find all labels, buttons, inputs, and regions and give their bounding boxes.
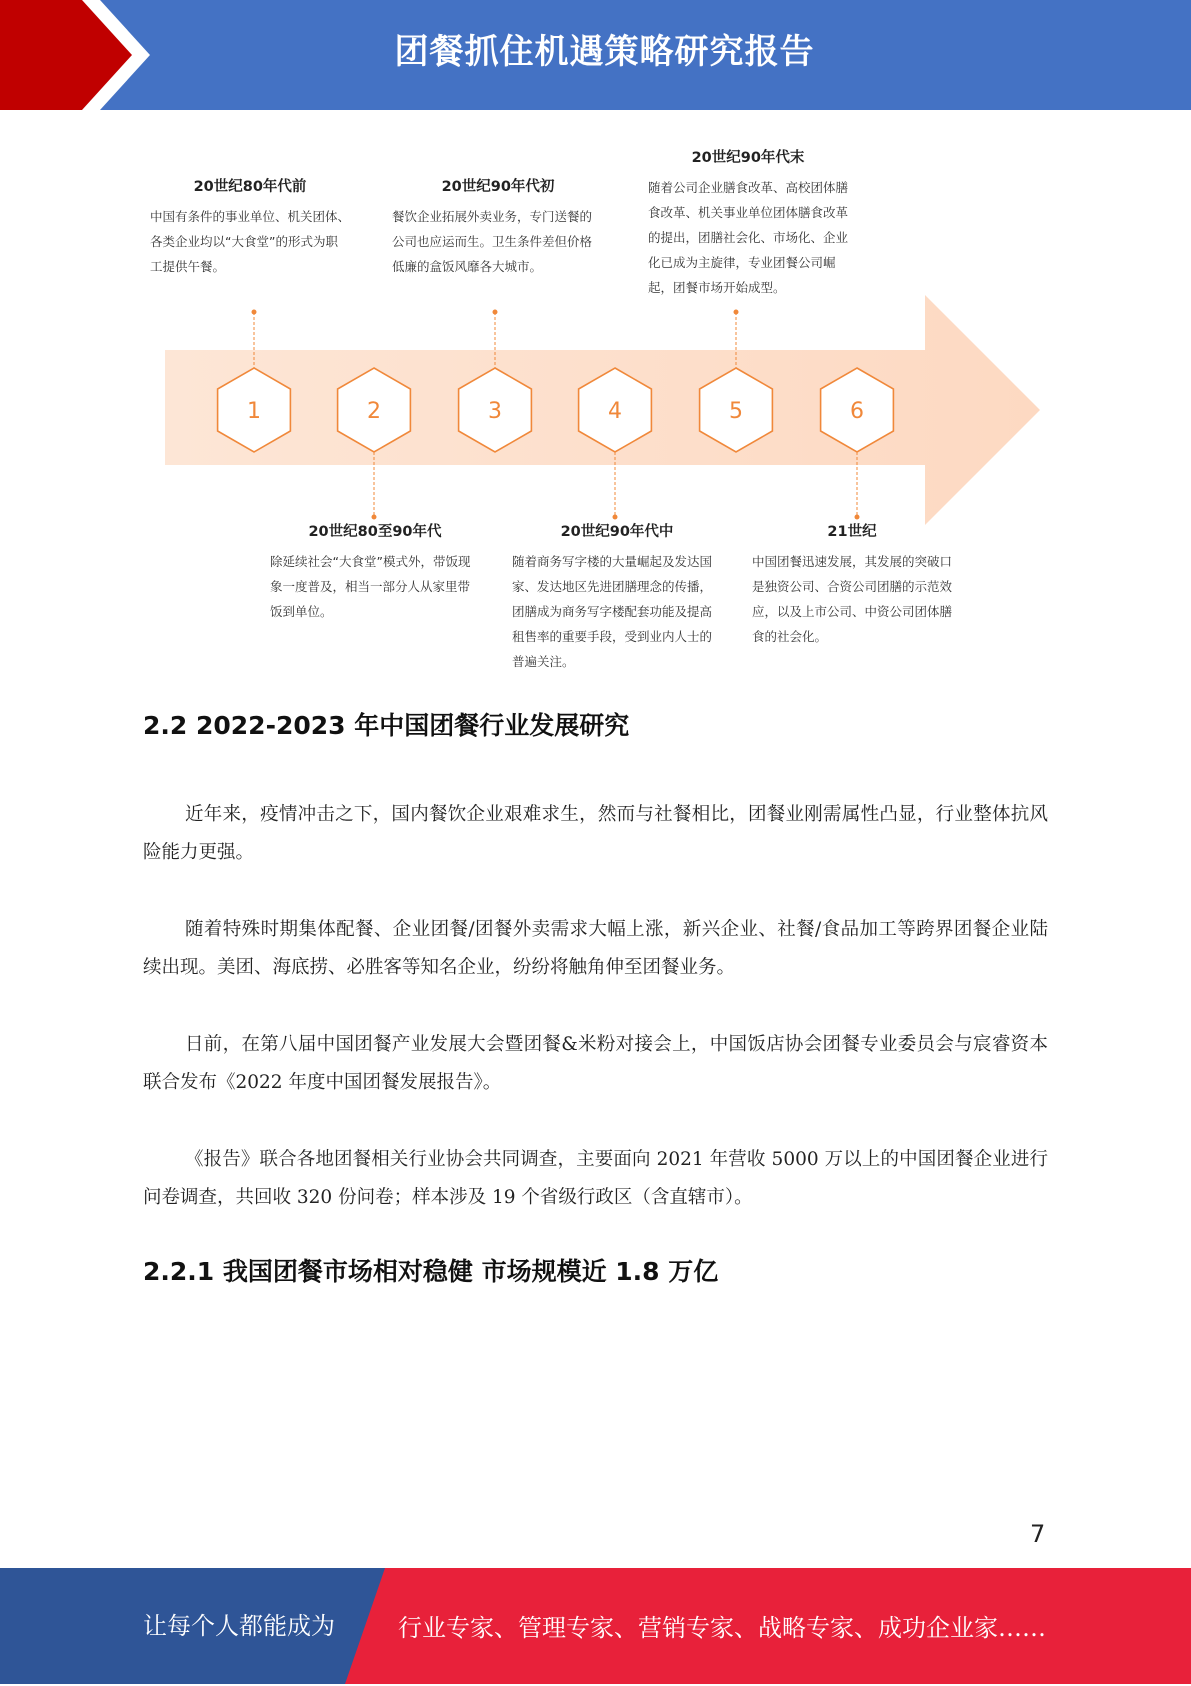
connector-dot	[734, 310, 739, 315]
timeline-event-1	[150, 175, 350, 279]
page-header	[0, 0, 1191, 110]
connector-dot	[252, 310, 257, 315]
paragraph-4: 《报告》联合各地团餐相关行业协会共同调查，主要面向 2021 年营收 5000 万以上的中国团餐企业进行问卷调查，共回收 320 份问卷；样本涉及 19 个省级行政区（含直辖市）。	[143, 1149, 1048, 1208]
event-text: 餐饮企业拓展外卖业务，专门送餐的公司也应运而生。卫生条件差但价格低廉的盒饭风靡各大城市。	[392, 209, 593, 274]
section-heading-2-2-1: 2.2.1 我国团餐市场相对稳健 市场规模近 1.8 万亿	[143, 1257, 719, 1286]
node-number: 6	[850, 399, 864, 424]
connector-dot	[855, 515, 860, 520]
node-number: 5	[729, 399, 743, 424]
event-heading: 20世纪90年代中	[560, 524, 674, 540]
page-footer	[0, 1568, 1191, 1684]
paragraph-2: 随着特殊时期集体配餐、企业团餐/团餐外卖需求大幅上涨，新兴企业、社餐/食品加工等跨界团餐企业陆续出现。美团、海底捞、必胜客等知名企业，纷纷将触角伸至团餐业务。	[143, 919, 1048, 978]
footer-slogan-right: 行业专家、管理专家、营销专家、战略专家、成功企业家……	[398, 1614, 1046, 1642]
event-heading: 20世纪80至90年代	[308, 524, 442, 540]
event-heading: 21世纪	[827, 524, 877, 540]
timeline-event-5	[648, 146, 848, 300]
event-text: 中国团餐迅速发展，其发展的突破口是独资公司、合资公司团膳的示范效应，以及上市公司、中资公司团体膳食的社会化。	[752, 554, 953, 644]
event-text: 中国有条件的事业单位、机关团体、各类企业均以“大食堂”的形式为职工提供午餐。	[150, 209, 351, 274]
connector-dot	[372, 515, 377, 520]
event-heading: 20世纪80年代前	[193, 179, 307, 195]
node-number: 2	[367, 399, 381, 424]
event-text: 随着商务写字楼的大量崛起及发达国家、发达地区先进团膳理念的传播，团膳成为商务写字楼配套功能及提高租售率的重要手段，受到业内人士的普遍关注。	[512, 554, 713, 669]
report-title: 团餐抓住机遇策略研究报告	[394, 32, 815, 72]
timeline-infographic	[0, 110, 1191, 690]
event-text: 随着公司企业膳食改革、高校团体膳食改革、机关事业单位团体膳食改革的提出，团膳社会化、市场化、企业化已成为主旋律，专业团餐公司崛起，团餐市场开始成型。	[648, 180, 849, 295]
paragraph-1: 近年来，疫情冲击之下，国内餐饮企业艰难求生，然而与社餐相比，团餐业刚需属性凸显，行业整体抗风险能力更强。	[143, 804, 1048, 863]
timeline-event-4	[512, 520, 722, 674]
node-number: 3	[488, 399, 502, 424]
page-number: 7	[1030, 1520, 1046, 1548]
connector-dot	[613, 515, 618, 520]
node-number: 1	[247, 399, 261, 424]
event-heading: 20世纪90年代末	[691, 150, 805, 166]
connector-dot	[493, 310, 498, 315]
timeline-event-3	[392, 175, 604, 279]
timeline-event-6	[752, 520, 952, 649]
node-number: 4	[608, 399, 622, 424]
section-heading-2-2: 2.2 2022-2023 年中国团餐行业发展研究	[143, 711, 630, 740]
event-text: 除延续社会“大食堂”模式外，带饭现象一度普及，相当一部分人从家里带饭到单位。	[270, 554, 471, 619]
timeline-event-2	[270, 520, 480, 624]
paragraph-3: 日前，在第八届中国团餐产业发展大会暨团餐&米粉对接会上，中国饭店协会团餐专业委员会与宸睿资本联合发布《2022 年度中国团餐发展报告》。	[143, 1034, 1048, 1093]
event-heading: 20世纪90年代初	[441, 179, 555, 195]
footer-slogan-left: 让每个人都能成为	[143, 1612, 335, 1640]
